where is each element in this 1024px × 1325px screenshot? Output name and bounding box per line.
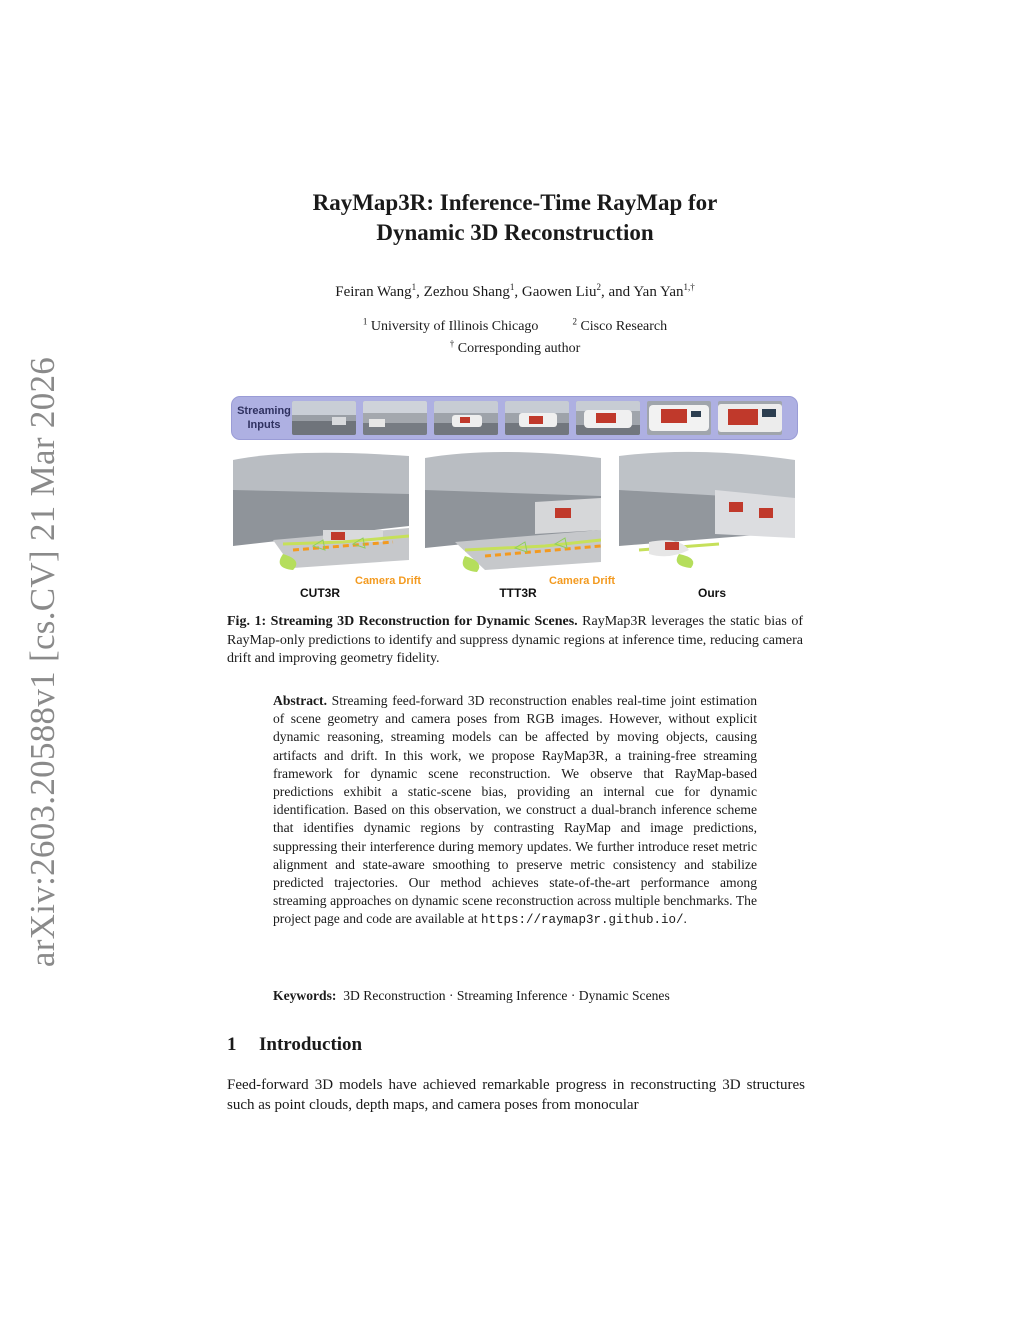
author-sup: 2 [596,282,601,292]
affiliations [227,316,803,335]
author-sep: , and [600,284,634,300]
race-car-thumbnail-icon [363,401,427,435]
project-url-link[interactable]: https://raymap3r.github.io/ [480,913,684,928]
keywords-text: 3D Reconstruction · Streaming Inference · Dynamic Scenes [343,988,670,1003]
author-sup: 1 [509,282,515,292]
ours-reconstruction [619,450,795,574]
author-sup: 1,† [683,282,695,292]
section-title: Introduction [259,1034,363,1055]
streaming-inputs-strip [231,396,798,440]
author-sup: 1 [411,282,417,292]
panel-label-ours: Ours [697,586,726,600]
camera-drift-label: Camera Drift [355,575,422,587]
abstract [273,692,757,930]
race-car-thumbnail-icon [718,401,782,435]
abstract-end: . [683,911,687,927]
camera-drift-label: Camera Drift [549,575,616,587]
caption-text: RayMap3R leverages the static bias of RayMap-only predictions to identify and suppress dynamic regions at inference time, reducing camera drift and improving geometry fidelity. [227,614,803,666]
section-heading [227,1034,362,1056]
race-car-thumbnail-icon [576,401,640,435]
arxiv-stamp [14,356,72,968]
author-name: Yan Yan [633,284,684,300]
race-car-thumbnail-icon [292,401,356,435]
abstract-text: Streaming feed-forward 3D reconstruction enables real-time joint estimation of scene geometry and camera poses from RGB images. However, without explicit dynamic reasoning, streaming models can be affected by moving objects, causing artifacts and drift. In this work, we propose RayMap3R, a training-free streaming framework for dynamic scene reconstruction. We observe that RayMap-based predictions exhibit a static-scene bias, providing an internal cue for dynamic identification. Based on this observation, we construct a dual-branch inference scheme that identifies dynamic regions by contrasting RayMap and image predictions, suppressing their interference during memory updates. We further introduce reset metric alignment and state-aware smoothing to preserve metric consistency and stabilize predicted trajectories. Our method achieves state-of-the-art performance among streaming approaches on dynamic scene reconstruction across multiple benchmarks. The project page and code are available at [273,693,757,927]
figure-1 [231,396,796,606]
corresponding-note [227,338,803,357]
caption-label: Fig. 1: Streaming 3D Reconstruction for Dynamic Scenes. [227,614,578,629]
title-line-2: Dynamic 3D Reconstruction [376,220,654,245]
affiliation-uic: University of Illinois Chicago [370,319,539,334]
author-sep: , [514,284,522,300]
paper-title [227,188,803,248]
keywords [273,987,757,1005]
author-list [227,284,803,301]
affiliation-sup: 2 [572,316,577,327]
race-car-thumbnail-icon [647,401,711,435]
race-car-thumbnail-icon [434,401,498,435]
affiliation-sup: 1 [362,316,368,327]
streaming-inputs-label: Streaming Inputs [237,405,291,431]
abstract-label: Abstract. [273,693,327,708]
cut3r-reconstruction [233,450,409,574]
author-sep: , [416,284,424,300]
corresponding-sup: † [449,338,455,349]
corresponding-text: Corresponding author [457,341,581,356]
title-line-1: RayMap3R: Inference-Time RayMap for [312,190,718,215]
race-car-thumbnail-icon [505,401,569,435]
author-name: Gaowen Liu [521,284,597,300]
panel-label-cut3r: CUT3R [299,586,340,600]
figure-caption [227,613,803,669]
affiliation-cisco: Cisco Research [580,319,668,334]
author-name: Feiran Wang [335,284,412,300]
keywords-label: Keywords: [273,988,337,1003]
section-number: 1 [227,1034,237,1055]
intro-paragraph: Feed-forward 3D models have achieved remarkable progress in reconstructing 3D structures such as point clouds, depth maps, and camera poses from monocular [227,1077,805,1113]
panel-label-ttt3r: TTT3R [499,586,537,600]
arxiv-stamp-text: arXiv:2603.20588v1 [cs.CV] 21 Mar 2026 [23,356,62,968]
author-name: Zezhou Shang [423,284,510,300]
ttt3r-reconstruction [425,450,601,574]
